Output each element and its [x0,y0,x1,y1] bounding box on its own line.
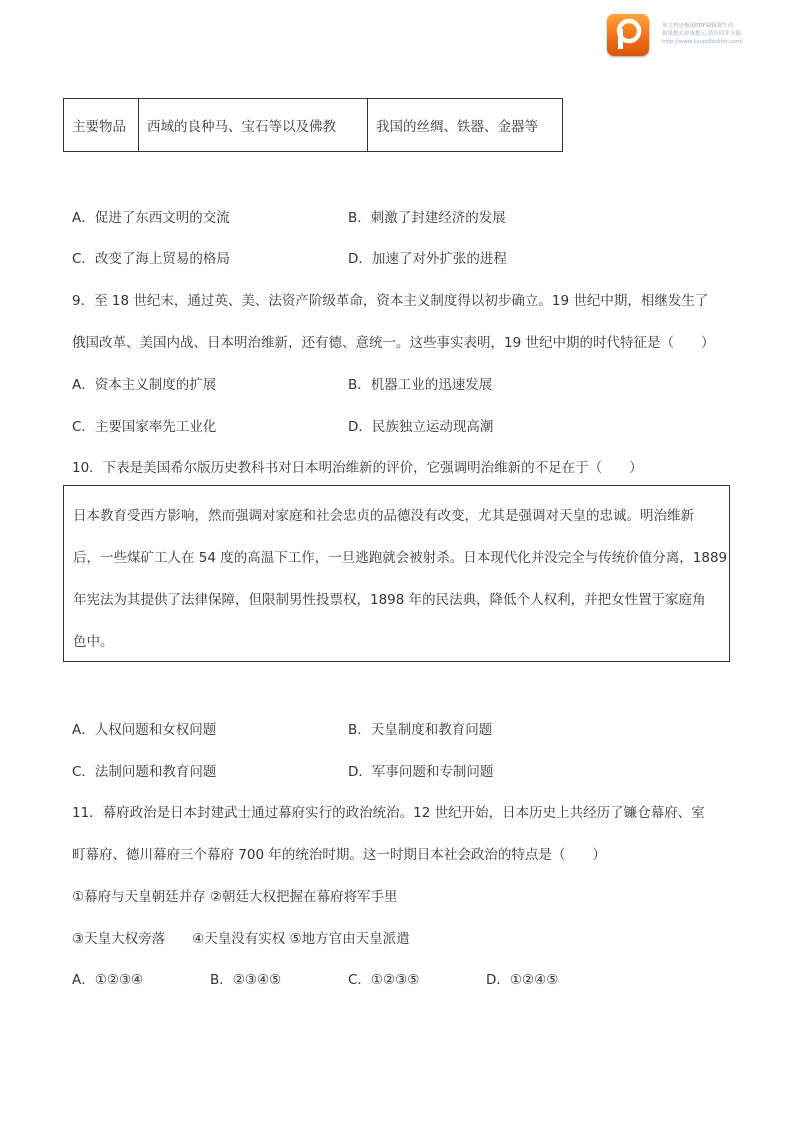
q8-option-c: C．改变了海上贸易的格局 [72,251,230,267]
table-row [64,99,563,152]
goods-table [63,98,563,152]
pdf-editor-logo [607,14,649,56]
watermark-line-2: 如果想去掉该提示,请访问并下载: [662,31,743,37]
q11-items-line-1: ①幕府与天皇朝廷并存 ②朝廷大权把握在幕府将军手里 [72,889,398,905]
q11-stem-line-2: 町幕府、德川幕府三个幕府 700 年的统治时期。这一时期日本社会政治的特点是（ ） [72,847,606,863]
q9-stem-line-2: 俄国改革、美国内战、日本明治维新，还有德、意统一。这些事实表明，19 世纪中期的时代特征是（ ） [72,335,715,351]
table-cell-header: 主要物品 [64,99,139,152]
q8-option-d: D．加速了对外扩张的进程 [348,251,507,267]
table-cell-west: 西域的良种马、宝石等以及佛教 [139,99,368,152]
q8-option-b: B．刺激了封建经济的发展 [348,210,506,226]
q11-items-line-2: ③天皇大权旁落 ④天皇没有实权 ⑤地方官由天皇派遣 [72,931,410,947]
quote-line-4: 色中。 [73,634,114,650]
q11-option-a: A．①②③④ [72,972,144,988]
quote-line-3: 年宪法为其提供了法律保障，但限制男性投票权，1898 年的民法典，降低个人权利，并把女性置于家庭角 [73,592,706,608]
q11-option-c: C．①②③⑤ [348,972,420,988]
quote-line-2: 后，一些煤矿工人在 54 度的高温下工作，一旦逃跑就会被射杀。日本现代化并没完全与传统价值分离，1889 [73,550,728,566]
q11-stem-line-1: 11．幕府政治是日本封建武士通过幕府实行的政治统治。12 世纪开始，日本历史上共经历了镰仓幕府、室 [72,805,705,821]
q9-option-c: C．主要国家率先工业化 [72,419,217,435]
q9-stem-line-1: 9．至 18 世纪末，通过英、美、法资产阶级革命，资本主义制度得以初步确立。19 世纪中期，相继发生了 [72,293,709,309]
q9-option-a: A．资本主义制度的扩展 [72,377,217,393]
table-cell-china: 我国的丝绸、铁器、金器等 [368,99,563,152]
q10-option-c: C．法制问题和教育问题 [72,764,217,780]
quote-line-1: 日本教育受西方影响，然而强调对家庭和社会忠贞的品德没有改变，尤其是强调对天皇的忠诚。明治维新 [73,508,694,524]
q10-stem: 10．下表是美国希尔版历史教科书对日本明治维新的评价，它强调明治维新的不足在于（ ） [72,460,643,476]
watermark-line-1: 该文档是极速PDF编辑器生成, [662,23,735,29]
q11-option-d: D．①②④⑤ [486,972,559,988]
q11-option-b: B．②③④⑤ [210,972,282,988]
watermark-text [662,22,743,46]
q10-quote-box [63,485,730,662]
q10-option-b: B．天皇制度和教育问题 [348,722,493,738]
q10-option-d: D．军事问题和专制问题 [348,764,494,780]
q9-option-b: B．机器工业的迅速发展 [348,377,493,393]
q10-option-a: A．人权问题和女权问题 [72,722,217,738]
q8-option-a: A．促进了东西文明的交流 [72,210,230,226]
q9-option-d: D．民族独立运动现高潮 [348,419,494,435]
watermark-url[interactable]: http://www.jisupdfeditor.com/ [662,39,743,45]
p-logo-icon [607,14,649,56]
